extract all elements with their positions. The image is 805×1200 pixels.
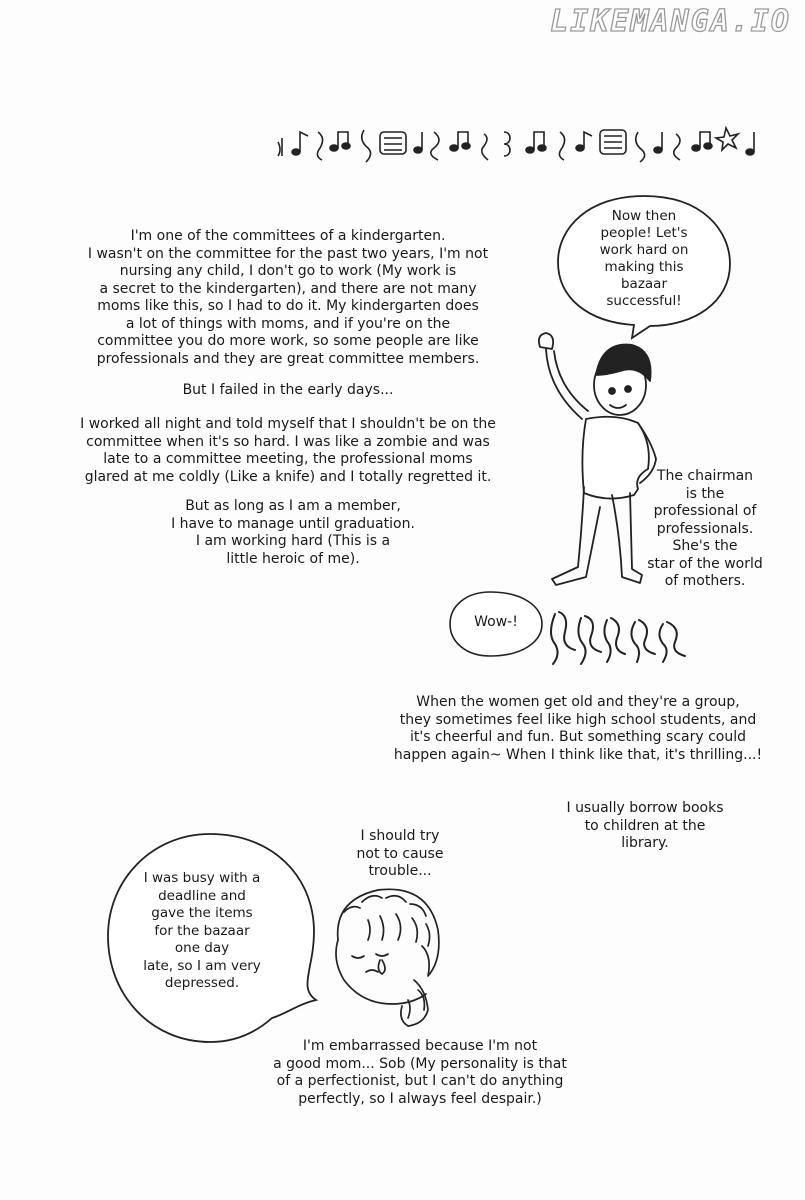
intro-line: a secret to the kindergarten), and there are not many (99, 280, 477, 297)
night-line: committee when it's so hard. I was like a zombie and was (86, 433, 490, 450)
embarrassed-line: a good mom... Sob (My personality is that (273, 1055, 567, 1072)
intro-paragraph (68, 228, 508, 368)
night-paragraph (60, 416, 516, 486)
chairman-caption-line: is the (685, 485, 725, 502)
chairman-caption-line: of mothers. (664, 573, 746, 589)
trouble-line: not to cause (356, 845, 444, 862)
chairman-caption-line: professional of (653, 503, 757, 519)
embarrassed-line: I'm embarrassed because I'm not (302, 1038, 538, 1054)
chairman-bubble-line: work hard on (599, 242, 689, 258)
busy-bubble-line: deadline and (158, 887, 246, 904)
intro-line: nursing any child, I don't go to work (My work is (119, 263, 457, 279)
chairman-bubble-line: Now then (611, 208, 677, 224)
member-paragraph (148, 498, 438, 568)
library-line: I usually borrow books (566, 800, 724, 816)
busy-bubble-line: one day (174, 940, 230, 956)
chairman-caption-line: professionals. (656, 520, 754, 537)
chairman-caption (640, 468, 770, 591)
chairman-caption-line: The chairman (656, 468, 754, 484)
intro-line: I wasn't on the committee for the past two years, I'm not (87, 245, 489, 262)
busy-bubble-line: I was busy with a (143, 870, 261, 886)
wow-text: Wow-! (474, 614, 518, 630)
chairman-caption-line: She's the (672, 538, 738, 554)
chairman-caption-line: star of the world (647, 555, 763, 572)
watermark-text: LIKEMANGA.IO (550, 4, 791, 39)
busy-bubble-text (130, 870, 274, 993)
embarrassed-line: perfectly, so I always feel despair.) (298, 1090, 542, 1107)
member-line: But as long as I am a member, (185, 498, 401, 514)
trouble-line: trouble... (368, 863, 432, 879)
library-note (550, 800, 740, 853)
trouble-line: I should try (360, 828, 440, 844)
intro-line: professionals and they are great committee members. (96, 350, 480, 367)
chairman-bubble-line: making this (604, 259, 684, 275)
group-line: When the women get old and they're a group, (416, 694, 740, 710)
library-line: to children at the (584, 817, 706, 834)
intro-line: committee you do more work, so some people are like (97, 333, 479, 349)
member-line: little heroic of me). (226, 550, 360, 567)
intro-line: moms like this, so I had to do it. My kindergarten does (97, 298, 479, 314)
intro-line: a lot of things with moms, and if you're on the (125, 315, 451, 332)
trouble-note (340, 828, 460, 881)
failed-text: But I failed in the early days... (182, 382, 394, 398)
music-notes-decoration (268, 118, 768, 168)
intro-line: I'm one of the committees of a kindergarten. (130, 228, 446, 244)
chairman-bubble-line: bazaar (620, 276, 668, 292)
embarrassed-paragraph (250, 1038, 590, 1108)
busy-bubble-line: gave the items (151, 905, 253, 921)
crying-author-figure (318, 880, 468, 1030)
group-line: it's cheerful and fun. But something scary could (410, 729, 746, 745)
busy-bubble-line: depressed. (164, 975, 240, 991)
busy-bubble-line: for the bazaar (154, 922, 250, 939)
busy-bubble-line: late, so I am very (143, 957, 261, 974)
member-line: I have to manage until graduation. (171, 515, 415, 532)
crowd-figures (545, 600, 695, 670)
group-paragraph (378, 694, 778, 764)
member-line: I am working hard (This is a (195, 533, 391, 549)
night-line: late to a committee meeting, the professional moms (103, 451, 473, 467)
chairman-bubble-text (568, 208, 720, 310)
group-line: they sometimes feel like high school students, and (399, 711, 757, 728)
night-line: I worked all night and told myself that I shouldn't be on the (80, 416, 496, 432)
library-line: library. (621, 835, 669, 851)
night-line: glared at me coldly (Like a knife) and I totally regretted it. (84, 468, 492, 485)
embarrassed-line: of a perfectionist, but I can't do anything (276, 1073, 564, 1089)
chairman-bubble-line: people! Let's (600, 225, 688, 241)
chairman-bubble-line: successful! (606, 293, 682, 309)
group-line: happen again~ When I think like that, it's thrilling...! (393, 746, 763, 763)
